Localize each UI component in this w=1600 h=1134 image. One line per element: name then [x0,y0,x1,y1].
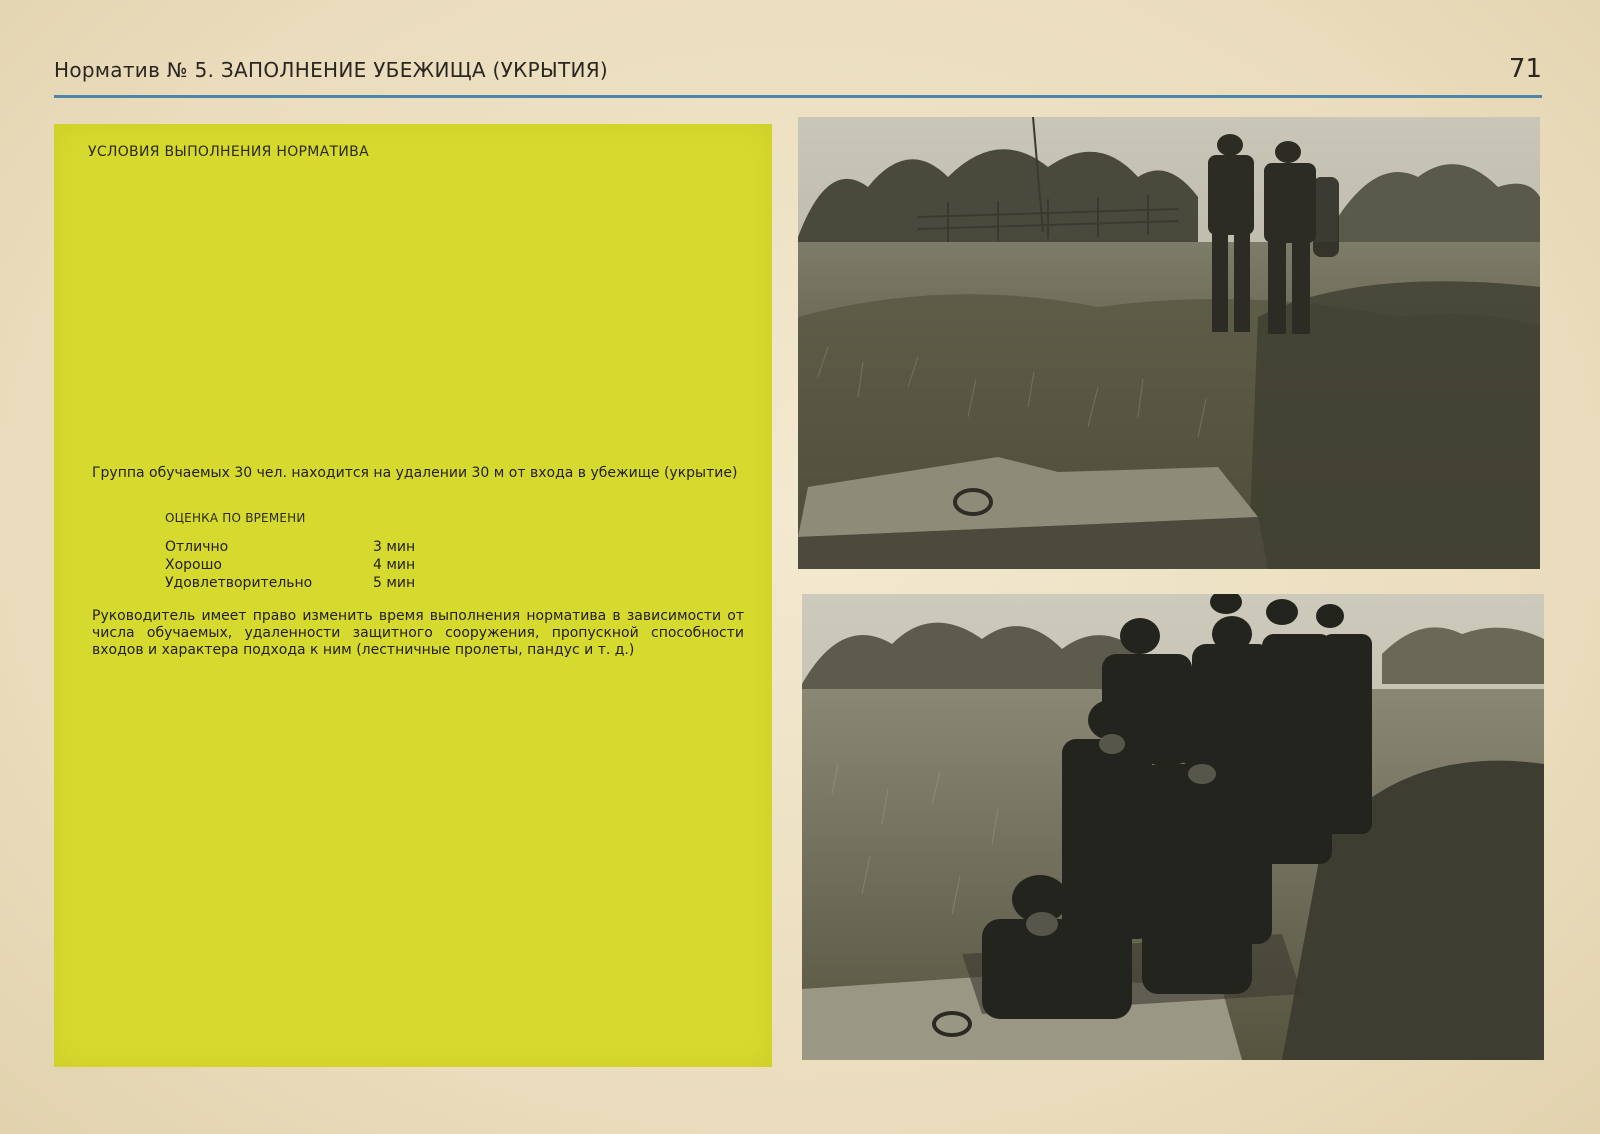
photo-shelter-entry-image [802,594,1544,1060]
photo-field-approach-image [798,117,1540,569]
page-header [54,54,1542,98]
grade-row [165,556,415,574]
grade-label: Отлично [165,539,229,555]
note-text: Руководитель имеет право изменить время выполнения норматива в зависимости от числа обучаемых, удаленности защитного сооружения, пропускной способности входов и характера подхода к ним (лестничные пролеты, пандус и т. д.) [92,608,744,658]
grade-row [165,574,415,592]
photo-field-approach [798,117,1540,569]
condition-text: Группа обучаемых 30 чел. находится на удалении 30 м от входа в убежище (укрытие) [92,465,738,481]
conditions-panel [54,124,772,1067]
grade-label: Удовлетворительно [165,575,313,591]
grade-time: 4 мин [373,557,416,573]
grade-table [165,538,415,592]
grade-time: 3 мин [373,539,416,555]
photo-shelter-entry [802,594,1544,1060]
header-rule [54,95,1542,98]
grade-heading: ОЦЕНКА ПО ВРЕМЕНИ [165,511,306,525]
header-title: Норматив № 5. ЗАПОЛНЕНИЕ УБЕЖИЩА (УКРЫТИЯ) [54,58,609,82]
conditions-heading: УСЛОВИЯ ВЫПОЛНЕНИЯ НОРМАТИВА [88,144,369,160]
page-number: 71 [1508,54,1542,84]
grade-row [165,538,415,556]
grade-time: 5 мин [373,575,416,591]
grade-label: Хорошо [165,557,222,573]
